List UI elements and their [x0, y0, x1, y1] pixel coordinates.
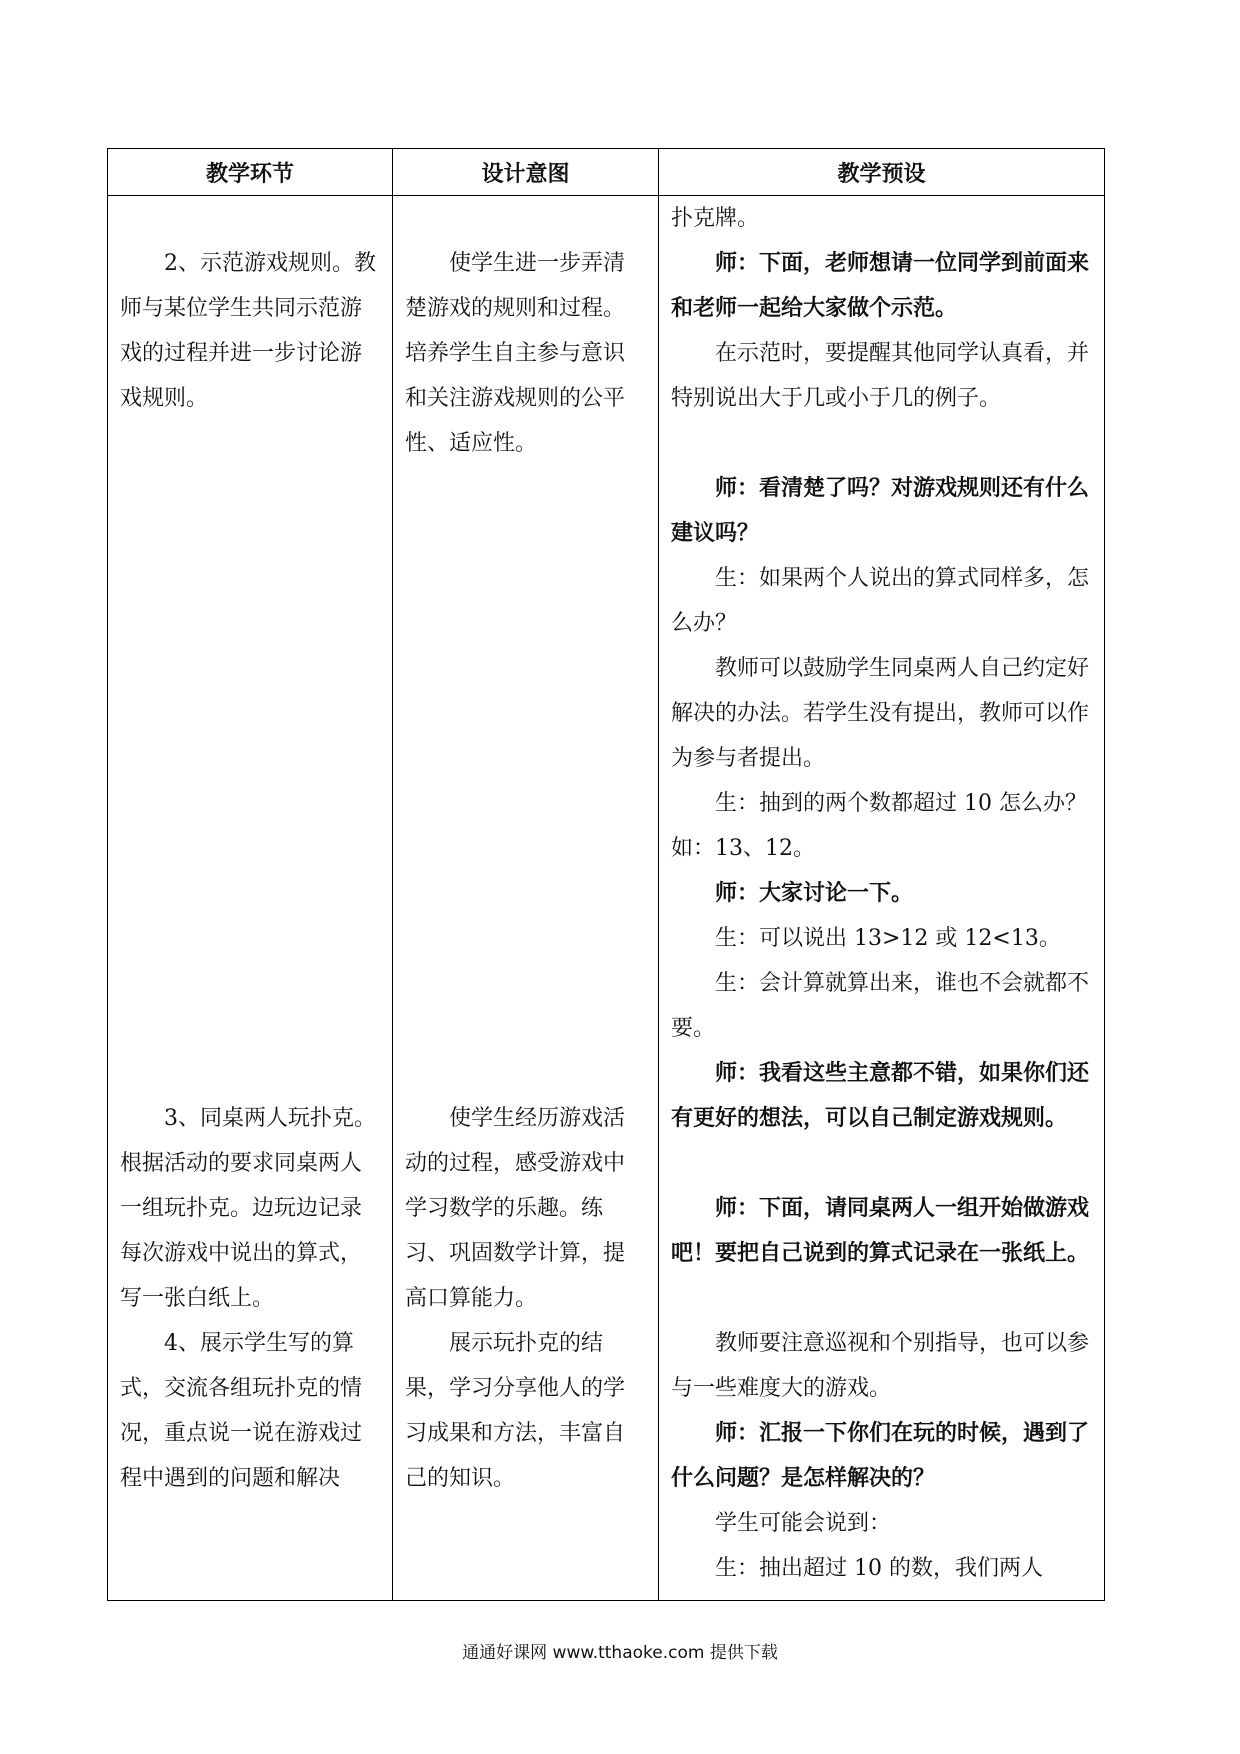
plan-line: 生：如果两个人说出的算式同样多，怎么办？	[671, 566, 1090, 636]
plan-line: 师：汇报一下你们在玩的时候，遇到了什么问题？是怎样解决的？	[671, 1421, 1090, 1491]
footer-source: 通通好课网 www.tthaoke.com 提供下载	[462, 1643, 778, 1663]
plan-line: 生：会计算就算出来，谁也不会就都不要。	[671, 971, 1090, 1041]
intent-4-text: 展示玩扑克的结果，学习分享他人的学习成果和方法，丰富自己的知识。	[405, 1331, 626, 1491]
plan-line: 师：看清楚了吗？对游戏规则还有什么建议吗？	[671, 476, 1090, 546]
plan-line: 生：抽出超过 10 的数，我们两人	[715, 1556, 1043, 1581]
header-design-intent: 设计意图	[393, 149, 659, 196]
plan-line: 师：我看这些主意都不错，如果你们还有更好的想法，可以自己制定游戏规则。	[671, 1061, 1090, 1131]
header-teaching-stage: 教学环节	[108, 149, 393, 196]
plan-line: 师：下面，请同桌两人一组开始做游戏吧！要把自己说到的算式记录在一张纸上。	[671, 1196, 1090, 1266]
intent-2-text: 使学生进一步弄清楚游戏的规则和过程。培养学生自主参与意识和关注游戏规则的公平性、适应性。	[405, 251, 626, 456]
lesson-table	[107, 148, 1105, 1601]
plan-line: 扑克牌。	[671, 206, 760, 231]
teaching-plan-cell	[659, 196, 1105, 1601]
plan-line: 教师要注意巡视和个别指导，也可以参与一些难度大的游戏。	[671, 1331, 1090, 1401]
intent-3-text: 使学生经历游戏活动的过程，感受游戏中学习数学的乐趣。练习、巩固数学计算，提高口算能力。	[405, 1106, 626, 1311]
plan-line: 在示范时，要提醒其他同学认真看，并特别说出大于几或小于几的例子。	[671, 341, 1090, 411]
design-intent-cell	[393, 196, 659, 1601]
plan-line: 生：可以说出 13>12 或 12<13。	[715, 926, 1061, 951]
stage-3-text: 3、同桌两人玩扑克。根据活动的要求同桌两人一组玩扑克。边玩边记录每次游戏中说出的算式，写一张白纸上。	[120, 1106, 376, 1311]
stage-4-text: 4、展示学生写的算式，交流各组玩扑克的情况，重点说一说在游戏过程中遇到的问题和解决	[120, 1331, 363, 1491]
plan-line: 教师可以鼓励学生同桌两人自己约定好解决的办法。若学生没有提出，教师可以作为参与者提出。	[671, 656, 1090, 771]
plan-line: 师：大家讨论一下。	[715, 881, 914, 906]
stage-2-text: 2、示范游戏规则。教师与某位学生共同示范游戏的过程并进一步讨论游戏规则。	[120, 251, 376, 411]
plan-line: 师：下面，老师想请一位同学到前面来和老师一起给大家做个示范。	[671, 251, 1090, 321]
plan-line: 生：抽到的两个数都超过 10 怎么办？如：13、12。	[671, 791, 1087, 861]
plan-line: 学生可能会说到：	[715, 1511, 892, 1536]
teaching-stage-cell	[108, 196, 393, 1601]
header-teaching-plan: 教学预设	[659, 149, 1105, 196]
